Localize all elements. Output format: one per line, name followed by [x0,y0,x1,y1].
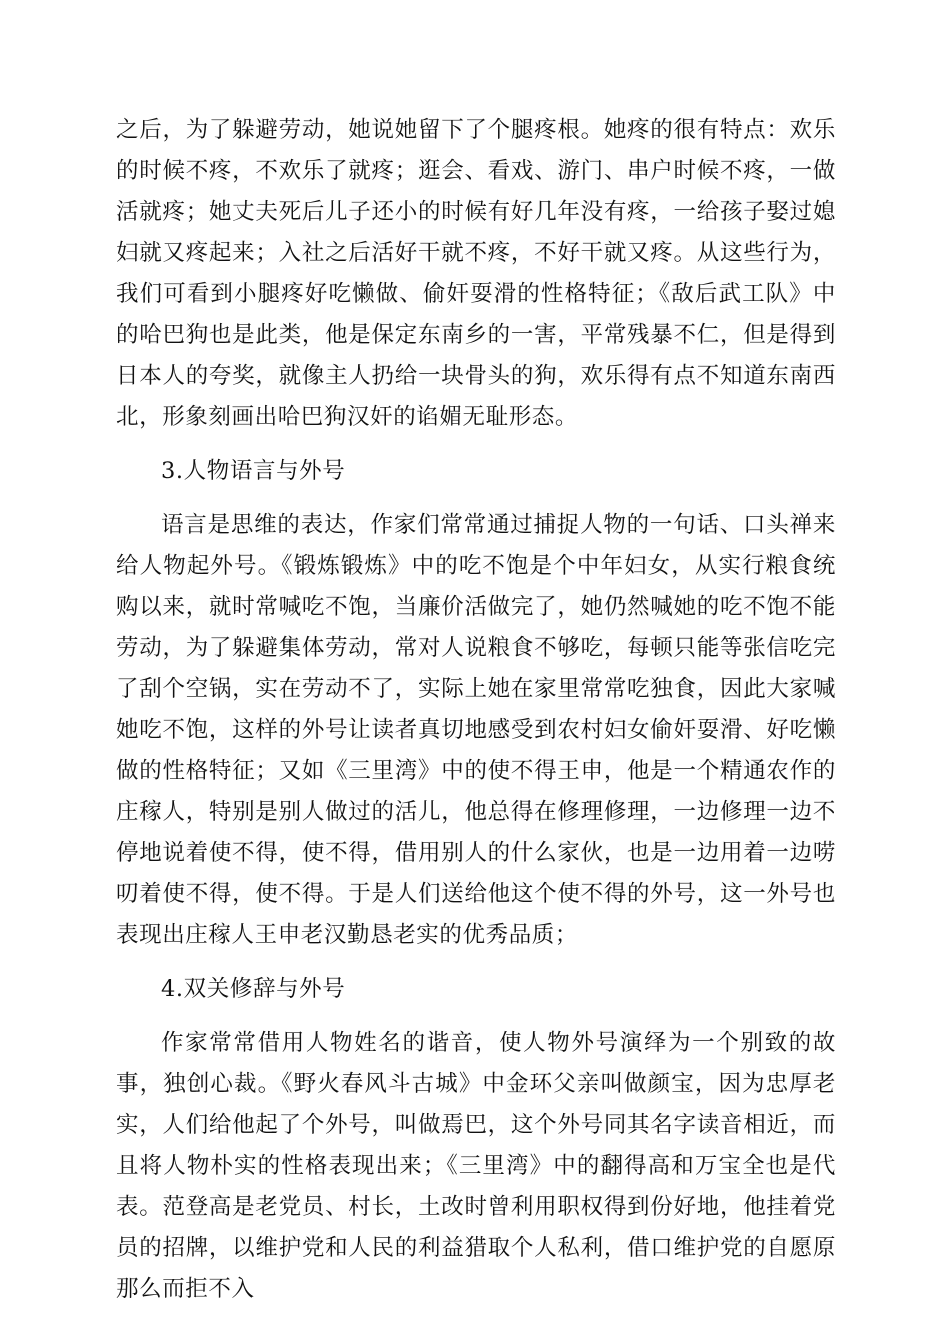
paragraph-language-nickname: 语言是思维的表达，作家们常常通过捕捉人物的一句话、口头禅来给人物起外号。《锻炼锻炼》中的吃不饱是个中年妇女，从实行粮食统购以来，就时常喊吃不饱，当廉价活做完了，她仍然喊她的吃不饱不能劳动，为了躲避集体劳动，常对人说粮食不够吃，每顿只能等张信吃完了刮个空锅，实在劳动不了，实际上她在家里常常吃独食，因此大家喊她吃不饱，这样的外号让读者真切地感受到农村妇女偷奸耍滑、好吃懒做的性格特征；又如《三里湾》中的使不得王申，他是一个精通农作的庄稼人，特别是别人做过的活儿，他总得在修理修理，一边修理一边不停地说着使不得，使不得，借用别人的什么家伙，也是一边用着一边唠叨着使不得，使不得。于是人们送给他这个使不得的外号，这一外号也表现出庄稼人王申老汉勤恳老实的优秀品质； [116,512,836,948]
document-body [116,110,836,1310]
paragraph-pun-nickname: 作家常常借用人物姓名的谐音，使人物外号演绎为一个别致的故事，独创心裁。《野火春风斗古城》中金环父亲叫做颜宝，因为忠厚老实，人们给他起了个外号，叫做焉巴，这个外号同其名字读音相近，而且将人物朴实的性格表现出来；《三里湾》中的翻得高和万宝全也是代表。范登高是老党员、村长，土改时曾利用职权得到份好地，他挂着党员的招牌，以维护党和人民的利益猎取个人私利，借口维护党的自愿原那么而拒不入 [116,1030,836,1302]
paragraph-continued: 之后，为了躲避劳动，她说她留下了个腿疼根。她疼的很有特点：欢乐的时候不疼，不欢乐了就疼；逛会、看戏、游门、串户时候不疼，一做活就疼；她丈夫死后儿子还小的时候有好几年没有疼，一给孩子娶过媳妇就又疼起来；入社之后活好干就不疼，不好干就又疼。从这些行为，我们可看到小腿疼好吃懒做、偷奸耍滑的性格特征；《敌后武工队》中的哈巴狗也是此类，他是保定东南乡的一害，平常残暴不仁，但是得到日本人的夸奖，就像主人扔给一块骨头的狗，欢乐得有点不知道东南西北，形象刻画出哈巴狗汉奸的谄媚无耻形态。 [116,117,836,430]
section-heading-3: 3.人物语言与外号 [161,458,346,484]
section-heading-4: 4.双关修辞与外号 [161,976,346,1002]
